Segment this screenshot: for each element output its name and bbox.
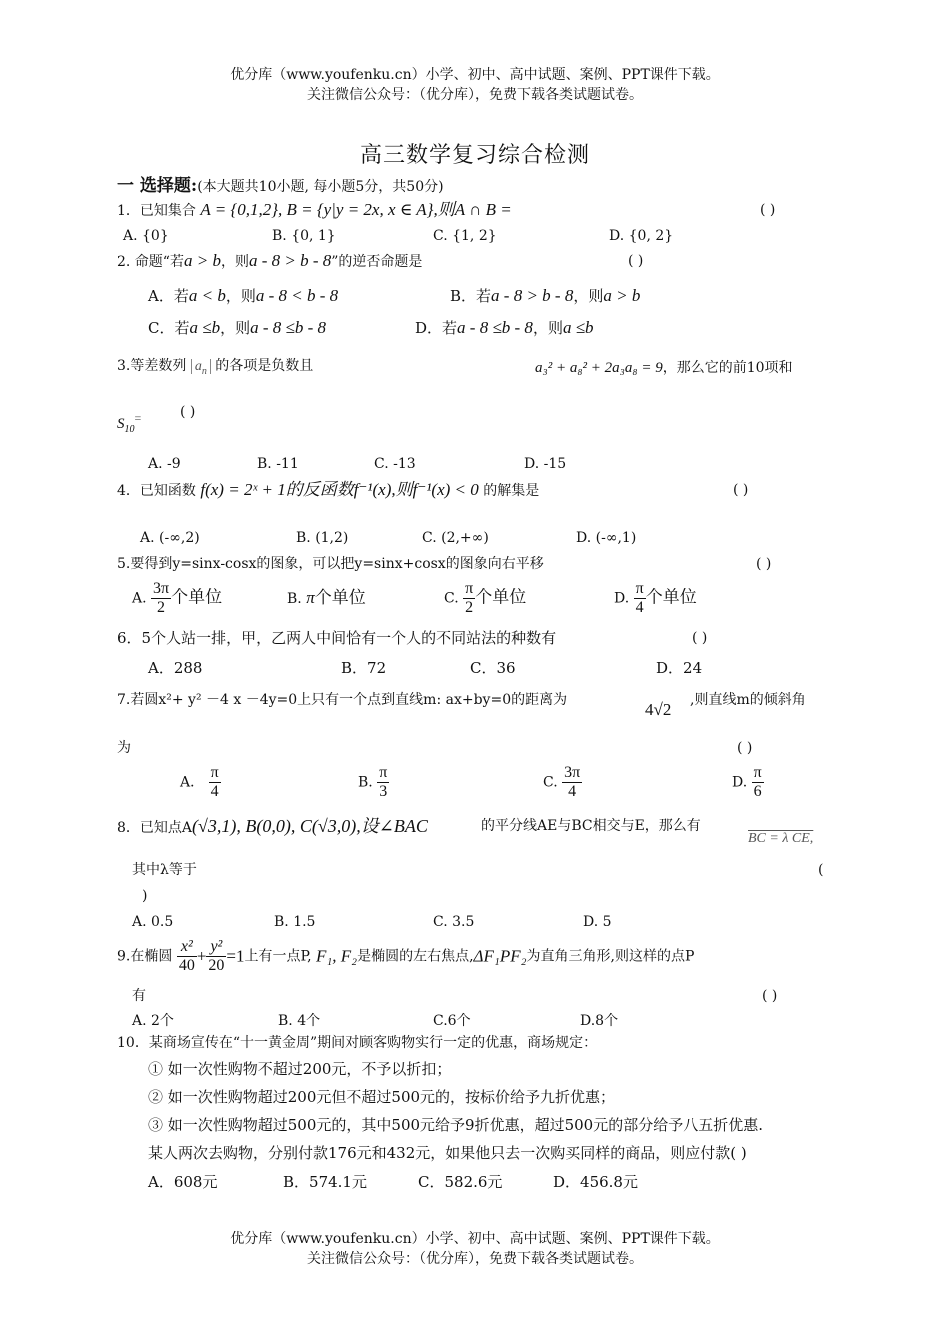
q7-d-den: 6 (753, 783, 762, 800)
q2-c-mid: ，则 (220, 319, 251, 337)
q1-option-c: C. {1, 2} (433, 228, 497, 244)
q2-option-d (415, 318, 594, 338)
q7-dist-math: 4√2 (645, 700, 672, 719)
q10-rule-3: ③ 如一次性购物超过500元的，其中500元给予9折优惠，超过500元的部分给予八五折优惠. (148, 1116, 763, 1134)
q3-option-c: C. -13 (374, 456, 416, 472)
q7-d-label: D. (732, 774, 748, 791)
q2-b-m1: a - 8 > b - 8 (491, 286, 574, 305)
q7-b-den: 3 (379, 783, 388, 800)
q5-d-label: D. (614, 590, 630, 607)
q3-tail: 的各项是负数且 (215, 358, 314, 374)
q4-option-a: A. (-∞,2) (140, 530, 200, 546)
q9-num-y: y² (206, 938, 226, 957)
q7-c-frac (562, 764, 582, 801)
q5-c-num: π (465, 580, 474, 597)
page-title: 高三数学复习综合检测 (359, 143, 590, 168)
q9-mid: 上有一点P, (244, 948, 312, 965)
q6-option-a: A．288 (148, 659, 203, 677)
q2-paren: ( ) (628, 253, 644, 269)
q7-a-num: π (210, 764, 219, 781)
q2-c-m2: a - 8 ≤b - 8 (250, 318, 326, 337)
q9-num-x: x² (177, 938, 197, 957)
q7-d-num: π (753, 764, 762, 781)
q6-option-d: D．24 (656, 659, 703, 677)
q4-option-c: C. (2,+∞) (422, 530, 489, 546)
q7-b-num: π (379, 764, 388, 781)
q9-stem (117, 938, 694, 975)
q4-math: f(x) = 2ˣ + 1的反函数f⁻¹(x),则f⁻¹(x) < 0 (200, 480, 479, 499)
q2-c-label: C．若 (148, 319, 190, 337)
q8-math: (√3,1), B(0,0), C(√3,0),设∠BAC (192, 816, 428, 836)
q2-c-m1: a ≤b (189, 318, 221, 337)
q3-seq-n: n (201, 365, 207, 377)
q5-option-a (132, 580, 222, 617)
q2-a-label: A．若 (148, 287, 189, 305)
q7-paren: ( ) (737, 740, 753, 756)
q2-a-m2: a - 8 < b - 8 (255, 286, 339, 305)
q2-math-1: a > b (183, 251, 221, 270)
q2-stem (117, 251, 422, 272)
q7-b-label: B. (358, 774, 373, 791)
q4-text: 4．已知函数 (117, 483, 196, 499)
q5-paren: ( ) (756, 556, 772, 572)
q1-option-b: B. {0, 1} (272, 228, 336, 244)
q8-option-d: D. 5 (583, 914, 612, 930)
q5-a-frac (151, 580, 171, 617)
q7-b-frac (377, 764, 389, 801)
q2-d-label: D．若 (415, 319, 458, 337)
q3-seq-a: a (194, 359, 202, 374)
q5-option-b (287, 588, 366, 609)
q10-option-c: C．582.6元 (418, 1173, 503, 1191)
q4-paren: ( ) (733, 482, 749, 498)
q9-option-b: B. 4个 (278, 1013, 321, 1029)
q2-b-mid: ，则 (573, 287, 604, 305)
q8-vector (748, 828, 813, 849)
q3-s (117, 415, 135, 435)
q3-cond-math: a₃² + a₈² + 2a₃a₈ = 9 (535, 360, 663, 376)
q5-option-d (614, 580, 697, 617)
q3-paren: ( ) (180, 404, 196, 420)
q8-option-c: C. 3.5 (433, 914, 475, 930)
q4-tail: 的解集是 (483, 483, 540, 499)
q9-option-a: A. 2个 (132, 1013, 174, 1029)
q9-option-c: C.6个 (433, 1013, 471, 1029)
q2-tail: ”的逆否命题是 (331, 254, 423, 270)
footer-line-1: 优分库（www.youfenku.cn）小学、初中、高中试题、案例、PPT课件下载。 (230, 1231, 720, 1247)
q5-a-label: A. (132, 590, 147, 607)
q5-stem: 5.要得到y=sinx-cosx的图象，可以把y=sinx+cosx的图象向右平移 (117, 556, 544, 572)
q6-option-c: C．36 (470, 659, 516, 677)
q5-c-label: C. (444, 590, 459, 607)
q7-c-den: 4 (568, 783, 577, 800)
q4-option-b: B. (1,2) (296, 530, 349, 546)
q3-after: ，那么它的前10项和 (662, 360, 793, 376)
q7-a-frac (209, 764, 221, 801)
section-label: 一 选择题: (117, 176, 198, 196)
q3-text: 3.等差数列 (117, 358, 187, 374)
q3-sum (117, 408, 141, 440)
q9-foci: F₁, F₂ (316, 946, 358, 966)
q2-d-m2: a ≤b (562, 318, 594, 337)
q9-mid2: 是椭圆的左右焦点, (357, 948, 474, 965)
q1-option-a: A. {0} (123, 228, 169, 244)
q9-frac-y (206, 938, 226, 975)
q7-d-frac (752, 764, 764, 801)
q3-s-sub: 10 (124, 423, 135, 435)
q3-stem (117, 356, 313, 382)
q10-option-b: B．574.1元 (283, 1173, 367, 1191)
q8-vec-math: BC = λ CE, (748, 831, 814, 846)
q8-stem (117, 816, 428, 838)
q5-d-frac (634, 580, 646, 617)
q4-stem (117, 480, 539, 501)
q7-option-c (543, 764, 582, 801)
q5-c-frac (463, 580, 475, 617)
header-line-1: 优分库（www.youfenku.cn）小学、初中、高中试题、案例、PPT课件下载。 (230, 67, 720, 83)
q10-option-a: A．608元 (148, 1173, 218, 1191)
q4-option-d: D. (-∞,1) (576, 530, 637, 546)
q7-distance (645, 700, 671, 721)
q5-b-pi: π (306, 588, 315, 607)
q8-text: 8．已知点A (117, 820, 193, 836)
q7-c-label: C. (543, 774, 558, 791)
q6-paren: ( ) (692, 630, 708, 646)
q6-option-b: B．72 (341, 659, 387, 677)
q8-cont: 其中λ等于 (132, 862, 197, 878)
q9-eq: =1 (226, 946, 245, 966)
q2-option-a (148, 286, 338, 306)
q10-option-d: D．456.8元 (553, 1173, 638, 1191)
q7-text: 7.若圆x²+ y² －4 x －4y=0上只有一个点到直线m: ax+by=0的距离为 (117, 692, 568, 708)
q9-tail: 为直角三角形,则这样的点P (526, 948, 695, 965)
q10-stem: 10．某商场宣传在“十一黄金周”期间对顾客购物实行一定的优惠，商场规定： (117, 1035, 598, 1051)
q3-option-b: B. -11 (257, 456, 299, 472)
q9-option-d: D.8个 (580, 1013, 619, 1029)
q3-option-a: A. -9 (148, 456, 181, 472)
q7-option-b (358, 764, 389, 801)
q7-option-a (180, 764, 221, 801)
q1-paren: ( ) (760, 202, 776, 218)
q3-eq: = (134, 411, 142, 425)
section-note: (本大题共10小题, 每小题5分，共50分) (197, 179, 444, 195)
q7-cont: 为 (117, 740, 131, 756)
q5-c-unit: 个单位 (475, 587, 527, 607)
q2-mid: ，则 (220, 254, 249, 270)
q1-option-d: D. {0, 2} (609, 228, 674, 244)
q3-seq (191, 359, 211, 377)
q2-b-m2: a > b (603, 286, 641, 305)
q9-frac-x (177, 938, 197, 975)
q9-plus: + (196, 946, 207, 966)
q5-a-num: 3π (153, 580, 170, 597)
q8-option-a: A. 0.5 (132, 914, 174, 930)
q2-option-b (450, 286, 640, 306)
q3-condition (535, 358, 793, 378)
q2-text: 2. 命题“若 (117, 254, 184, 270)
q5-d-den: 4 (635, 599, 644, 616)
q8-paren-close: ) (142, 888, 148, 904)
q9-triangle: ΔF₁PF₂ (473, 946, 527, 966)
q5-d-num: π (635, 580, 644, 597)
q9-den-40: 40 (178, 957, 195, 974)
q5-option-c (444, 580, 526, 617)
q7-option-d (732, 764, 764, 801)
q9-den-20: 20 (208, 957, 225, 974)
q1-math: A = {0,1,2}, B = {y|y = 2x, x ∈ A},则A ∩ B = (200, 200, 512, 219)
q2-a-m1: a < b (188, 286, 226, 305)
q7-a-den: 4 (210, 783, 219, 800)
q7-a-label: A． (180, 774, 205, 791)
q5-d-unit: 个单位 (645, 587, 697, 607)
q8-option-b: B. 1.5 (274, 914, 316, 930)
q5-a-unit: 个单位 (171, 587, 223, 607)
q9-text: 9.在椭圆 (117, 948, 173, 965)
q2-d-mid: ，则 (532, 319, 563, 337)
q7-stem (117, 690, 567, 710)
q1-stem (117, 200, 512, 221)
q7-c-num: 3π (564, 764, 581, 781)
q10-rule-2: ② 如一次性购物超过200元但不超过500元的，按标价给予九折优惠； (148, 1088, 616, 1106)
q10-rule-1: ① 如一次性购物不超过200元，不予以折扣； (148, 1060, 452, 1078)
q1-text: 1．已知集合 (117, 203, 196, 219)
q9-cont: 有 (132, 988, 146, 1004)
q5-a-den: 2 (157, 599, 166, 616)
q9-paren: ( ) (762, 988, 778, 1004)
q5-b-label: B. (287, 591, 302, 607)
q2-a-mid: ，则 (225, 287, 256, 305)
section-heading (117, 176, 444, 197)
footer-line-2: 关注微信公众号：（优分库），免费下载各类试题试卷。 (307, 1251, 643, 1267)
q7-tail: ,则直线m的倾斜角 (690, 692, 806, 708)
q3-s-letter: S (117, 415, 125, 432)
q3-option-d: D. -15 (524, 456, 567, 472)
q10-question: 某人两次去购物，分别付款176元和432元，如果他只去一次购买同样的商品，则应付款( ) (148, 1144, 747, 1162)
q8-tail: 的平分线AE与BC相交与E，那么有 (481, 818, 701, 834)
header-line-2: 关注微信公众号：（优分库），免费下载各类试题试卷。 (307, 87, 643, 103)
q2-option-c (148, 318, 326, 338)
q5-c-den: 2 (465, 599, 474, 616)
q8-paren-open: ( (818, 862, 824, 878)
q2-d-m1: a - 8 ≤b - 8 (457, 318, 533, 337)
q5-b-unit: 个单位 (314, 588, 366, 607)
q6-stem: 6．5个人站一排，甲，乙两人中间恰有一个人的不同站法的种数有 (117, 629, 557, 647)
q2-b-label: B．若 (450, 287, 492, 305)
q2-math-2: a - 8 > b - 8 (248, 251, 332, 270)
